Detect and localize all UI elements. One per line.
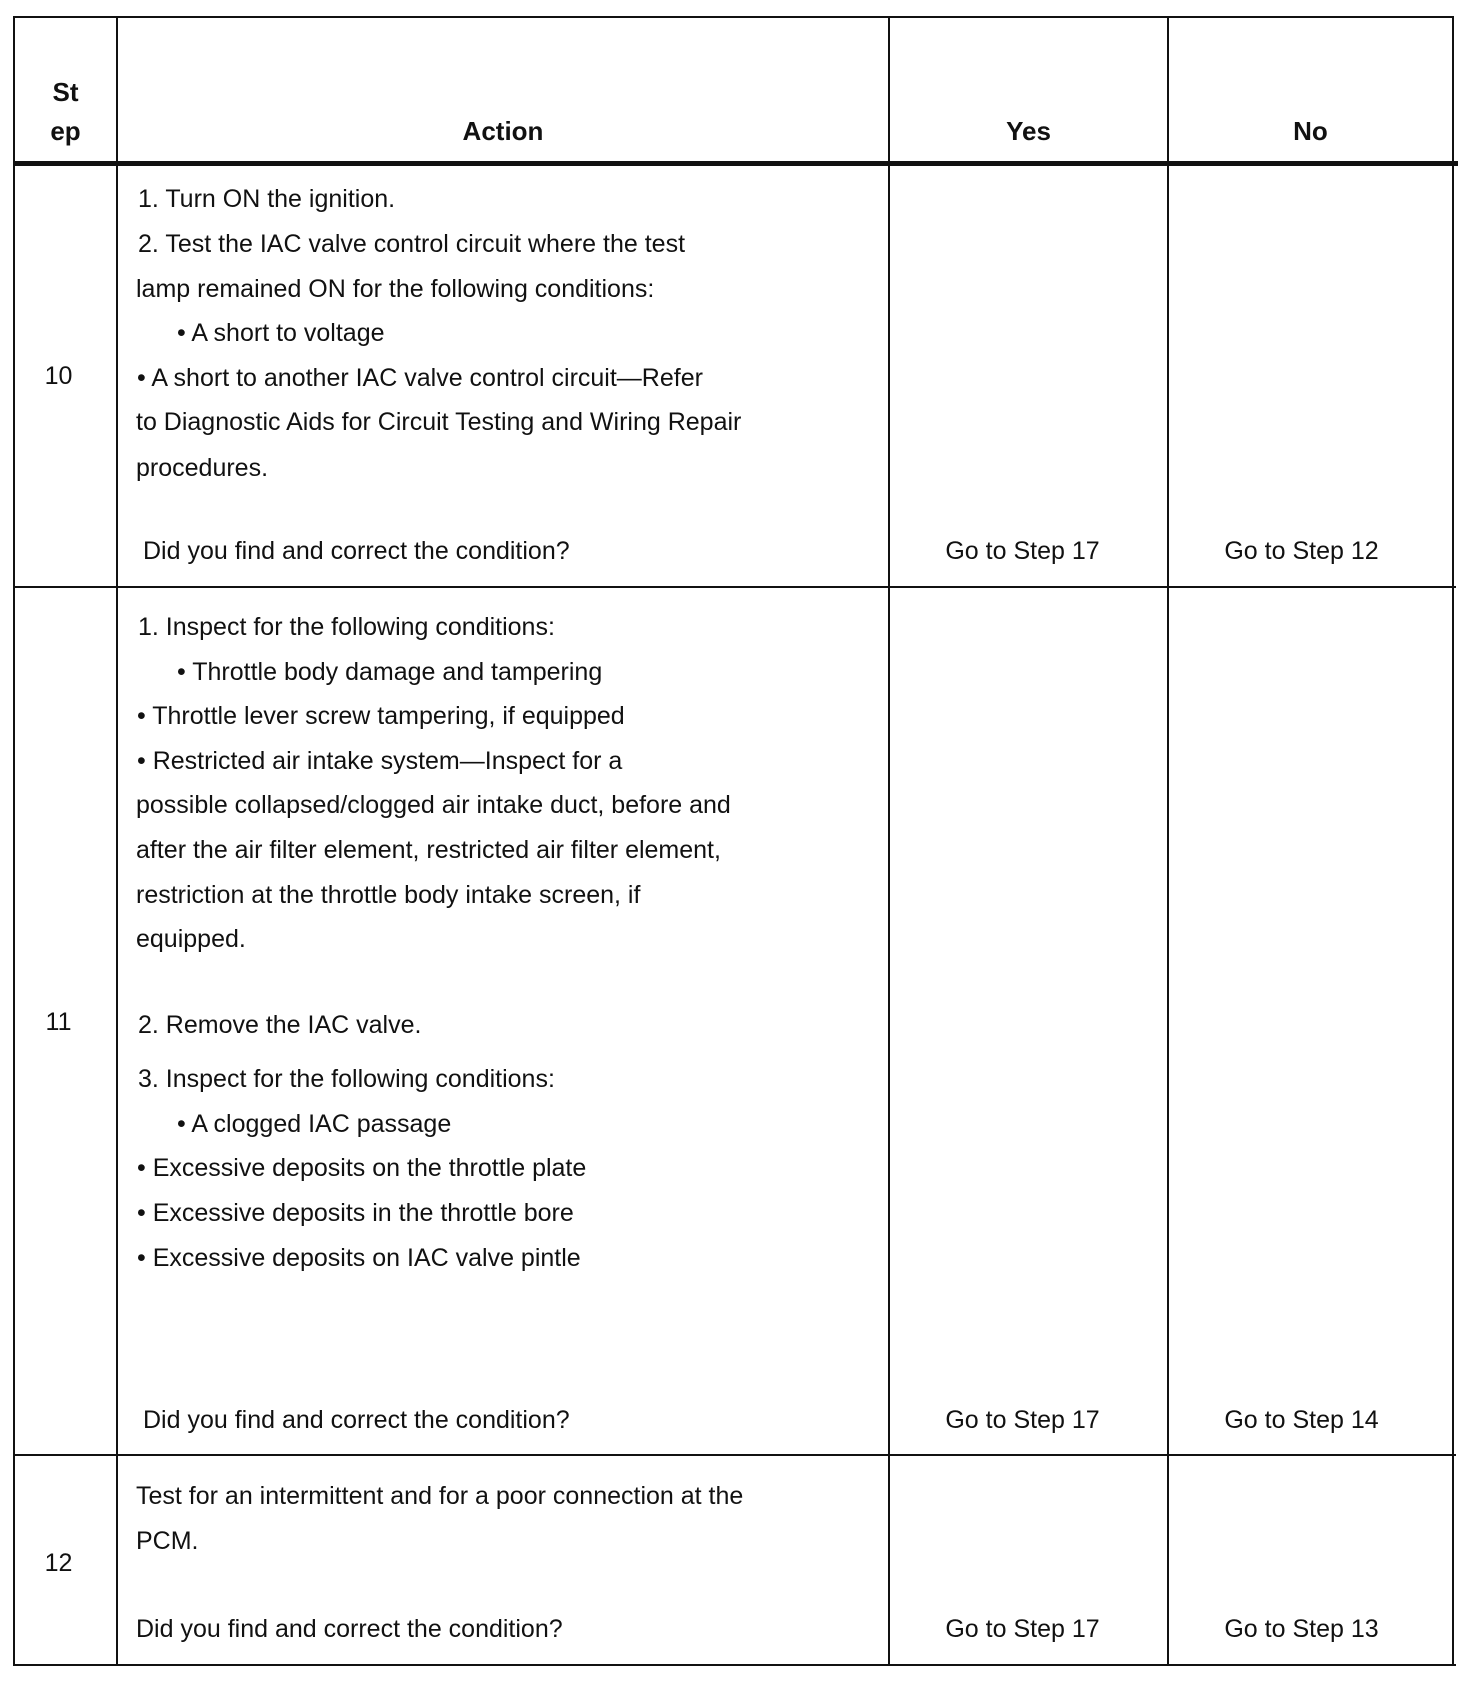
table-top-border bbox=[14, 16, 1454, 18]
row11-line8: equipped. bbox=[136, 925, 246, 953]
row10-yes: Go to Step 17 bbox=[945, 537, 1100, 565]
row11-line7: restriction at the throttle body intake screen, if bbox=[136, 881, 641, 909]
row11-line1: 1. Inspect for the following conditions: bbox=[138, 613, 555, 641]
step-number-11: 11 bbox=[45, 1008, 72, 1036]
table-left-border bbox=[13, 16, 15, 1666]
row11-yes: Go to Step 17 bbox=[945, 1406, 1100, 1434]
row10-line4: • A short to voltage bbox=[177, 319, 385, 347]
row10-no: Go to Step 12 bbox=[1224, 537, 1379, 565]
row11-no: Go to Step 14 bbox=[1224, 1406, 1379, 1434]
row10-line7: procedures. bbox=[136, 454, 269, 482]
row11-line9: 2. Remove the IAC valve. bbox=[138, 1011, 422, 1039]
header-step-line1: St bbox=[52, 77, 79, 107]
step-number-10: 10 bbox=[44, 362, 73, 390]
row11-line11: • A clogged IAC passage bbox=[177, 1110, 452, 1138]
row-divider-11-12 bbox=[14, 1454, 1456, 1456]
row12-line1: Test for an intermittent and for a poor connection at the bbox=[136, 1482, 744, 1510]
row-divider-10-11 bbox=[14, 586, 1456, 588]
header-bottom-border bbox=[14, 161, 1458, 166]
row12-question: Did you find and correct the condition? bbox=[136, 1615, 563, 1643]
row11-line4: • Restricted air intake system—Inspect for a bbox=[137, 747, 623, 775]
header-yes: Yes bbox=[1006, 116, 1051, 146]
row10-line5: • A short to another IAC valve control circuit—Refer bbox=[137, 364, 703, 392]
column-divider-step bbox=[116, 16, 118, 1666]
row11-line14: • Excessive deposits on IAC valve pintle bbox=[137, 1244, 581, 1272]
step-number-12: 12 bbox=[44, 1549, 73, 1577]
row11-line5: possible collapsed/clogged air intake duct, before and bbox=[136, 791, 731, 819]
row11-question: Did you find and correct the condition? bbox=[143, 1406, 570, 1434]
table-bottom-border bbox=[14, 1664, 1456, 1666]
row12-yes: Go to Step 17 bbox=[945, 1615, 1100, 1643]
row11-line3: • Throttle lever screw tampering, if equipped bbox=[137, 702, 625, 730]
row10-question: Did you find and correct the condition? bbox=[143, 537, 570, 565]
row10-line3: lamp remained ON for the following conditions: bbox=[136, 275, 655, 303]
row11-line2: • Throttle body damage and tampering bbox=[177, 658, 603, 686]
row11-line13: • Excessive deposits in the throttle bore bbox=[137, 1199, 574, 1227]
header-action: Action bbox=[462, 116, 544, 146]
table-right-border bbox=[1452, 16, 1454, 1666]
row12-no: Go to Step 13 bbox=[1224, 1615, 1379, 1643]
header-step-line2: ep bbox=[50, 116, 81, 146]
row11-line10: 3. Inspect for the following conditions: bbox=[138, 1065, 555, 1093]
row12-line2: PCM. bbox=[136, 1527, 199, 1555]
row10-line1: 1. Turn ON the ignition. bbox=[138, 185, 396, 213]
header-no: No bbox=[1293, 116, 1328, 146]
row10-line2: 2. Test the IAC valve control circuit where the test bbox=[138, 230, 686, 258]
row10-line6: to Diagnostic Aids for Circuit Testing and Wiring Repair bbox=[136, 408, 742, 436]
row11-line12: • Excessive deposits on the throttle plate bbox=[137, 1154, 587, 1182]
row11-line6: after the air filter element, restricted air filter element, bbox=[136, 836, 721, 864]
